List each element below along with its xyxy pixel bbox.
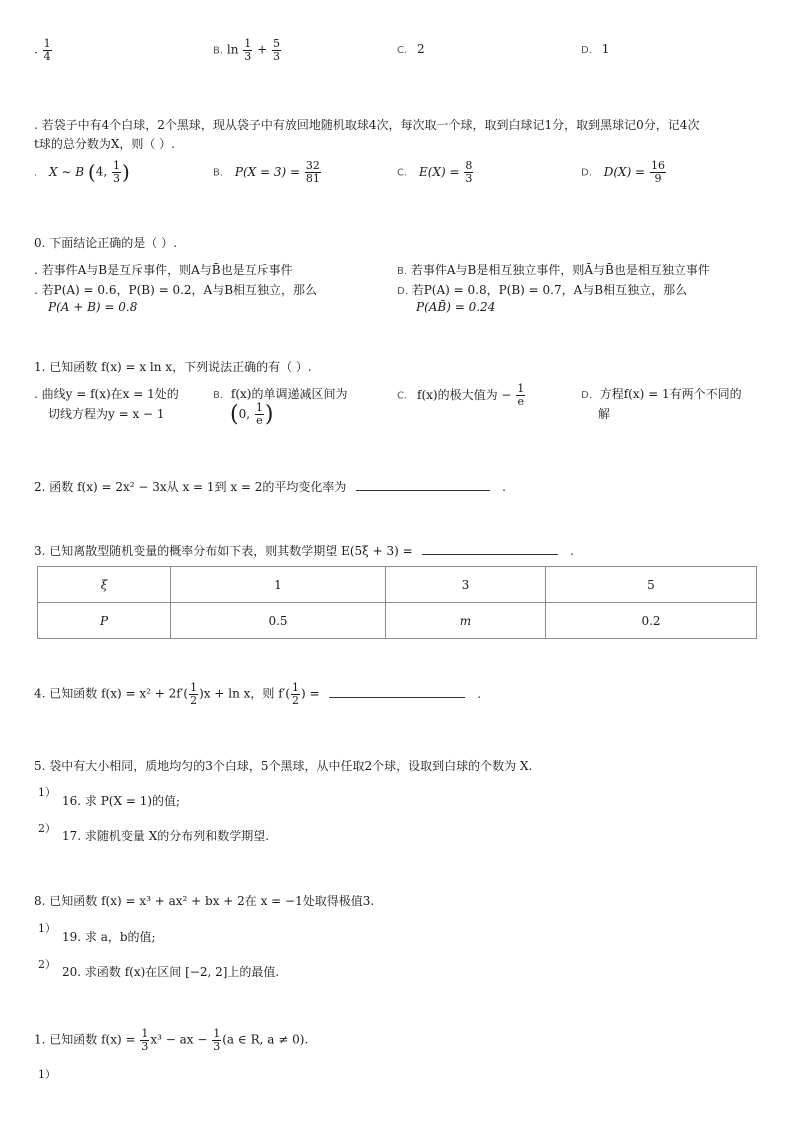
- q11-option-d-line2: 解: [598, 407, 611, 421]
- fraction: $\frac{1}{3}$: [244, 37, 252, 63]
- fraction: $\frac{1}{e}$: [255, 401, 263, 427]
- option-letter: B.: [213, 167, 224, 179]
- option-letter: B.: [397, 266, 408, 277]
- q11-option-d-line1: D. 方程f(x) = 1有两个不同的: [581, 387, 742, 401]
- q10-option-d-line1: D. 若P(A) = 0.8，P(B) = 0.7，A与B相互独立，那么: [397, 283, 688, 297]
- prev-option-b: [213, 38, 282, 62]
- q10-option-c-line1: . 若P(A) = 0.6，P(B) = 0.2，A与B相互独立，那么: [34, 283, 318, 297]
- q15-stem: 5. 袋中有大小相同，质地均匀的3个白球，5个黑球，从中任取2个球，设取到白球的个数为 X.: [34, 759, 533, 773]
- option-letter: D.: [581, 390, 592, 401]
- q18-sub-question-2: 20. 求函数 f(x)在区间 [−2, 2]上的最值.: [62, 965, 280, 979]
- option-letter: D.: [581, 167, 592, 179]
- q15-sub-question-1: 16. 求 P(X = 1)的值;: [62, 794, 181, 808]
- option-letter: D.: [581, 45, 592, 56]
- fraction: $\frac{1}{3}$: [213, 1027, 221, 1053]
- option-letter: B.: [213, 45, 224, 57]
- q12-stem: 2. 函数 f(x) = 2x² − 3x从 x = 1到 x = 2的平均变化率为 .: [34, 480, 506, 494]
- option-value: 1: [601, 42, 610, 56]
- sub-question-marker: 1）: [38, 786, 56, 799]
- table-cell: P: [38, 603, 171, 639]
- q11-option-c: C. f(x)的极大值为 − $\frac{1}{e}$: [397, 382, 525, 408]
- option-letter: B.: [213, 390, 224, 401]
- plus-sign: +: [257, 42, 268, 57]
- q14-stem: 4. 已知函数 f(x) = x² + 2f′( $\frac{1}{2}$ )x + ln x，则 f′( $\frac{1}{2}$ ) = .: [34, 681, 482, 707]
- q15-sub-question-2: 17. 求随机变量 X的分布列和数学期望.: [62, 829, 270, 843]
- q11-option-b-line1: B. f(x)的单调递减区间为: [213, 387, 348, 401]
- fraction: $\frac{8}{3}$: [465, 159, 473, 185]
- answer-blank[interactable]: [329, 697, 465, 698]
- option-value: 2: [417, 42, 425, 56]
- sub-question-marker: 2）: [38, 958, 56, 971]
- option-letter: D.: [397, 286, 408, 297]
- q18-sub-question-1: 19. 求 a，b的值;: [62, 930, 156, 944]
- fraction: $\frac{32}{81}$: [305, 159, 320, 185]
- prev-option-a: [34, 38, 53, 62]
- table-cell: 5: [546, 567, 757, 603]
- q10-option-d-line2: P(AB̄) = 0.24: [416, 300, 496, 314]
- option-letter: .: [34, 167, 38, 179]
- q9-option-a: . X ∼ B (4, $\frac{1}{3}$ ): [34, 159, 130, 185]
- table-cell: ξ: [38, 567, 171, 603]
- q13-stem: 3. 已知离散型随机变量的概率分布如下表，则其数学期望 E(5ξ + 3) = .: [34, 544, 575, 558]
- q10-stem: 0. 下面结论正确的是（ ）.: [34, 236, 177, 250]
- table-cell: m: [386, 603, 546, 639]
- answer-blank[interactable]: [422, 554, 558, 555]
- table-row: [38, 567, 757, 603]
- table-cell: 3: [386, 567, 546, 603]
- sub-question-marker: 2）: [38, 822, 56, 835]
- prev-option-c: [397, 42, 425, 56]
- q9-option-c: C. E(X) = $\frac{8}{3}$: [397, 159, 473, 185]
- fraction: $\frac{1}{3}$: [112, 159, 120, 185]
- table-cell: 1: [171, 567, 386, 603]
- option-letter: C.: [397, 45, 408, 56]
- table-cell: 0.2: [546, 603, 757, 639]
- q10-option-c-line2: P(A + B) = 0.8: [48, 300, 138, 314]
- sub-question-marker: 1）: [38, 922, 56, 935]
- fraction: $\frac{1}{4}$: [43, 37, 51, 63]
- fraction: $\frac{16}{9}$: [650, 159, 665, 185]
- q9-stem-line2: t球的总分数为X，则（ ）.: [34, 137, 175, 151]
- sub-question-marker: 1）: [38, 1068, 56, 1081]
- probability-distribution-table: [37, 566, 757, 639]
- fraction: $\frac{5}{3}$: [273, 37, 280, 63]
- answer-blank[interactable]: [356, 490, 490, 491]
- q21-stem: 1. 已知函数 f(x) = $\frac{1}{3}$ x³ − ax − $\frac{1}{3}$ (a ∈ R, a ≠ 0).: [34, 1027, 309, 1053]
- prev-option-d: [581, 42, 609, 56]
- q11-option-a-line1: . 曲线y = f(x)在x = 1处的: [34, 387, 179, 401]
- table-row: [38, 603, 757, 639]
- q18-stem: 8. 已知函数 f(x) = x³ + ax² + bx + 2在 x = −1处取得极值3.: [34, 894, 375, 908]
- fraction: $\frac{1}{3}$: [141, 1027, 149, 1053]
- option-marker: .: [34, 42, 38, 57]
- fraction: $\frac{1}{e}$: [517, 382, 525, 408]
- q10-option-b: B. 若事件A与B是相互独立事件，则Ā与B̄也是相互独立事件: [397, 263, 710, 277]
- fraction: $\frac{1}{2}$: [292, 681, 300, 707]
- q11-option-a-line2: 切线方程为y = x − 1: [48, 407, 165, 421]
- q10-option-a: . 若事件A与B是互斥事件，则A与B̄也是互斥事件: [34, 263, 293, 277]
- option-letter: C.: [397, 167, 408, 179]
- q11-option-b-line2: (0, $\frac{1}{e}$ ): [230, 401, 274, 427]
- table-cell: 0.5: [171, 603, 386, 639]
- option-letter: C.: [397, 390, 408, 402]
- q9-option-d: D. D(X) = $\frac{16}{9}$: [581, 159, 665, 185]
- q9-option-b: B. P(X = 3) = $\frac{32}{81}$: [213, 159, 320, 185]
- ln-text: ln: [226, 42, 239, 57]
- fraction: $\frac{1}{2}$: [190, 681, 198, 707]
- q9-stem-line1: . 若袋子中有4个白球，2个黑球，现从袋子中有放回地随机取球4次，每次取一个球，取到白球记1分，取到黑球记0分，记4次: [34, 118, 700, 132]
- q11-stem: 1. 已知函数 f(x) = x ln x，下列说法正确的有（ ）.: [34, 360, 312, 374]
